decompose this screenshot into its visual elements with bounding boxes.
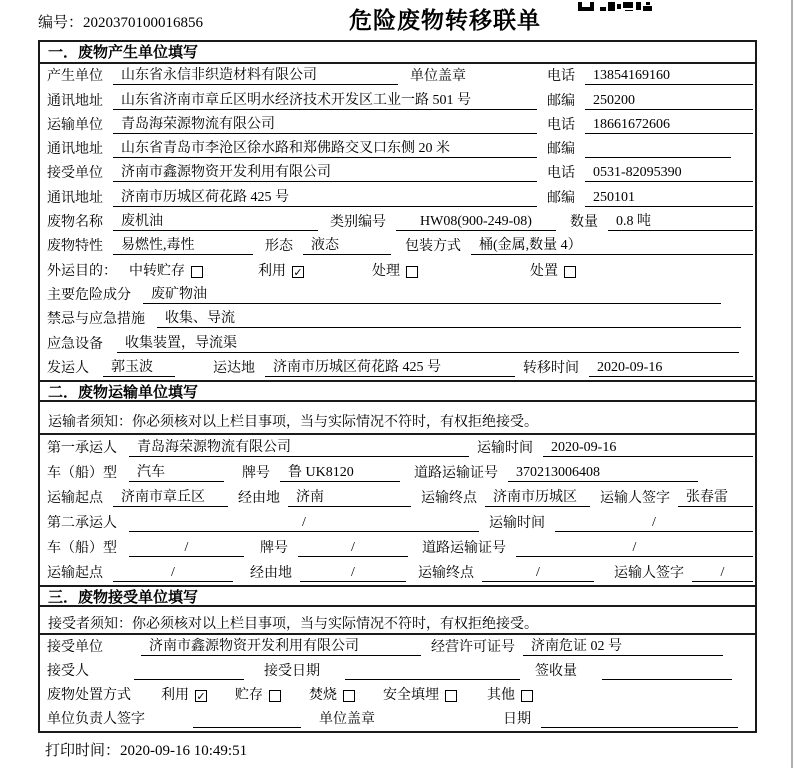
route2-via-label: 经由地 — [250, 565, 292, 581]
print-time-label: 打印时间： — [45, 742, 121, 759]
emergency-equipment-row — [40, 331, 755, 355]
producer-unit-label: 产生单位 — [47, 69, 103, 85]
doc-number-value: 2020370100016856 — [83, 15, 204, 31]
hazard-component-row — [40, 283, 755, 307]
disposal-option-incinerate — [309, 684, 355, 704]
disposal-option-other — [487, 684, 533, 704]
accept-unit-value: 济南市鑫源物资开发利用有限公司 — [141, 635, 421, 656]
packing-method-value: 桶(金属,数量 4） — [471, 234, 753, 255]
receiver-address-label: 通讯地址 — [47, 190, 103, 206]
disposal-other-label: 其他 — [487, 687, 515, 703]
disposal-storage-label: 贮存 — [235, 687, 263, 703]
route1-origin-label: 运输起点 — [47, 490, 103, 506]
producer-unit-row — [40, 64, 755, 88]
signed-quantity-value — [602, 679, 732, 680]
receiver-unit-value: 济南市鑫源物资开发利用有限公司 — [113, 161, 537, 182]
transporter-phone-value: 18661672606 — [585, 117, 753, 134]
waste-property-label: 废物特性 — [47, 239, 103, 255]
section2-heading: 二．废物运输单位填写 — [40, 380, 755, 402]
producer-unit-value: 山东省永信非织造材料有限公司 — [113, 64, 398, 85]
receiver-unit-row — [40, 161, 755, 185]
destination-label: 运达地 — [213, 360, 255, 376]
vehicle1-row — [40, 460, 755, 485]
road-permit2-label: 道路运输证号 — [422, 540, 506, 556]
accept-date-label: 接受日期 — [264, 663, 320, 679]
receiver-unit-label: 接受单位 — [47, 166, 103, 182]
sign-date-value — [541, 727, 738, 728]
receiver-notice: 接受者须知：你必须核对以上栏目事项，当与实际情况不符时，有权拒绝接受。 — [40, 607, 755, 635]
receiver-address-value: 济南市历城区荷花路 425 号 — [113, 186, 537, 207]
purpose-dispose-label: 处置 — [530, 263, 558, 279]
route1-via-label: 经由地 — [238, 490, 280, 506]
waste-category-label: 类别编号 — [330, 215, 386, 231]
waste-form-label: 形态 — [265, 239, 293, 255]
purpose-storage-label: 中转贮存 — [129, 263, 185, 279]
sign-date-label: 日期 — [503, 711, 531, 727]
responsible-signature-value — [193, 727, 301, 728]
vehicle-type1-label: 车（船）型 — [47, 465, 117, 481]
producer-address-value: 山东省济南市章丘区明水经济技术开发区工业一路 501 号 — [113, 89, 537, 110]
page-title: 危险废物转移联单 — [349, 7, 541, 33]
disposal-landfill-checkbox — [445, 690, 457, 702]
plate-number1-value: 鲁 UK8120 — [280, 461, 400, 482]
row-left-part — [47, 89, 547, 110]
second-carrier-value: / — [129, 515, 479, 532]
license-number-label: 经营许可证号 — [431, 639, 515, 655]
route2-row — [40, 560, 755, 585]
route2-end-value: / — [482, 565, 594, 582]
vehicle-type2-label: 车（船）型 — [47, 540, 117, 556]
road-permit1-label: 道路运输证号 — [414, 465, 498, 481]
transfer-purpose-label: 外运目的： — [47, 263, 117, 279]
plate-number2-label: 牌号 — [260, 540, 288, 556]
row-left-part — [47, 186, 547, 207]
hazard-component-label: 主要危险成分 — [47, 287, 131, 303]
route2-signature-value: / — [692, 565, 753, 582]
first-carrier-value: 青岛海荣源物流有限公司 — [129, 436, 469, 457]
receiver-phone-label: 电话 — [547, 166, 575, 182]
taboo-measures-row — [40, 307, 755, 331]
purpose-storage-checkbox — [191, 266, 203, 278]
waste-name-value: 废机油 — [113, 210, 318, 231]
disposal-incinerate-label: 焚烧 — [309, 687, 337, 703]
responsible-signature-label: 单位负责人签字 — [47, 711, 145, 727]
transporter-address-value: 山东省青岛市李沧区徐水路和郑佛路交叉口东侧 20 米 — [113, 137, 537, 158]
transfer-time-value: 2020-09-16 — [589, 360, 753, 377]
disposal-other-checkbox — [521, 690, 533, 702]
transporter-address-row — [40, 137, 755, 161]
transporter-address-label: 通讯地址 — [47, 142, 103, 158]
purpose-option-treat — [372, 260, 418, 280]
producer-address-row — [40, 88, 755, 112]
accept-unit-label: 接受单位 — [47, 639, 103, 655]
qr-code-fragment — [578, 0, 652, 11]
route2-origin-value: / — [113, 565, 233, 582]
second-carrier-label: 第二承运人 — [47, 515, 117, 531]
manifest-form — [38, 40, 757, 733]
receiver-zip-value: 250101 — [585, 190, 753, 207]
license-number-value: 济南危证 02 号 — [523, 635, 723, 656]
disposal-utilize-checkbox: ✓ — [196, 689, 206, 703]
responsible-signature-row — [40, 707, 755, 731]
unit-stamp2-label: 单位盖章 — [319, 711, 375, 727]
transfer-time-label: 转移时间 — [523, 360, 579, 376]
unit-stamp-label: 单位盖章 — [410, 69, 466, 85]
producer-zip-label: 邮编 — [547, 93, 575, 109]
section3-heading: 三．废物接受单位填写 — [40, 585, 755, 607]
page-header — [0, 0, 796, 40]
doc-number-label: 编号： — [38, 15, 84, 31]
waste-quantity-label: 数量 — [570, 215, 598, 231]
second-carrier-row — [40, 510, 755, 535]
plate-number2-value: / — [298, 540, 408, 557]
page-right-edge — [791, 0, 793, 768]
disposal-method-label: 废物处置方式 — [47, 687, 131, 703]
road-permit1-value: 370213006408 — [508, 465, 698, 482]
print-time — [45, 739, 796, 760]
purpose-option-storage — [129, 260, 203, 280]
disposal-incinerate-checkbox — [343, 690, 355, 702]
accept-person-value — [134, 679, 244, 680]
road-permit2-value: / — [516, 540, 753, 557]
purpose-dispose-checkbox — [564, 266, 576, 278]
receiver-zip-label: 邮编 — [547, 190, 575, 206]
plate-number1-label: 牌号 — [242, 465, 270, 481]
route2-end-label: 运输终点 — [418, 565, 474, 581]
transport-time1-label: 运输时间 — [477, 440, 533, 456]
receiver-address-row — [40, 185, 755, 209]
producer-address-label: 通讯地址 — [47, 93, 103, 109]
dispatcher-value: 郭玉波 — [103, 356, 175, 377]
route2-signature-label: 运输人签字 — [614, 565, 684, 581]
transporter-unit-row — [40, 113, 755, 137]
producer-zip-value: 250200 — [585, 93, 753, 110]
disposal-storage-checkbox — [269, 690, 281, 702]
vehicle2-row — [40, 535, 755, 560]
dispatcher-row — [40, 356, 755, 380]
purpose-utilize-label: 利用 — [258, 263, 286, 279]
route2-via-value: / — [300, 565, 406, 582]
accept-person-row — [40, 659, 755, 683]
disposal-option-storage — [235, 684, 281, 704]
purpose-option-dispose — [530, 260, 576, 280]
waste-property-row — [40, 234, 755, 258]
transport-time1-value: 2020-09-16 — [543, 440, 753, 457]
waste-name-label: 废物名称 — [47, 215, 103, 231]
transfer-purpose-row — [40, 258, 755, 282]
accept-unit-row — [40, 635, 755, 659]
producer-phone-label: 电话 — [547, 69, 575, 85]
transport-time2-value: / — [555, 515, 753, 532]
disposal-option-utilize — [161, 684, 207, 704]
accept-date-value — [345, 679, 520, 680]
route1-via-value: 济南 — [288, 486, 411, 507]
taboo-measures-label: 禁忌与应急措施 — [47, 312, 145, 328]
route1-origin-value: 济南市章丘区 — [113, 486, 228, 507]
dispatcher-label: 发运人 — [47, 360, 89, 376]
route1-end-label: 运输终点 — [421, 490, 477, 506]
row-left-part — [47, 113, 547, 134]
purpose-utilize-checkbox: ✓ — [293, 265, 303, 279]
signed-quantity-label: 签收量 — [535, 663, 577, 679]
accept-person-label: 接受人 — [47, 663, 89, 679]
section1-heading: 一．废物产生单位填写 — [40, 42, 755, 64]
taboo-measures-value: 收集、导流 — [157, 307, 741, 328]
transporter-notice: 运输者须知：你必须核对以上栏目事项，当与实际情况不符时，有权拒绝接受。 — [40, 402, 755, 435]
row-left-part — [47, 137, 547, 158]
receiver-phone-value: 0531-82095390 — [585, 165, 753, 182]
row-left-part — [47, 64, 547, 85]
producer-phone-value: 13854169160 — [585, 68, 753, 85]
purpose-treat-checkbox — [406, 266, 418, 278]
route1-end-value: 济南市历城区 — [485, 486, 590, 507]
transport-time2-label: 运输时间 — [489, 515, 545, 531]
purpose-treat-label: 处理 — [372, 263, 400, 279]
transporter-zip-label: 邮编 — [547, 142, 575, 158]
route1-signature-label: 运输人签字 — [600, 490, 670, 506]
transporter-unit-value: 青岛海荣源物流有限公司 — [113, 113, 537, 134]
destination-value: 济南市历城区荷花路 425 号 — [265, 356, 515, 377]
print-time-value: 2020-09-16 10:49:51 — [120, 742, 248, 759]
transporter-zip-value — [585, 157, 731, 158]
first-carrier-label: 第一承运人 — [47, 440, 117, 456]
disposal-landfill-label: 安全填埋 — [383, 687, 439, 703]
packing-method-label: 包装方式 — [405, 239, 461, 255]
row-left-part — [47, 161, 547, 182]
disposal-option-landfill — [383, 684, 457, 704]
hazard-component-value: 废矿物油 — [143, 283, 721, 304]
transporter-unit-label: 运输单位 — [47, 117, 103, 133]
waste-name-row — [40, 210, 755, 234]
waste-form-value: 液态 — [303, 234, 391, 255]
route1-row — [40, 485, 755, 510]
emergency-equipment-value: 收集装置，导流渠 — [117, 332, 739, 353]
vehicle-type2-value: / — [129, 540, 244, 557]
transporter-phone-label: 电话 — [547, 117, 575, 133]
route2-origin-label: 运输起点 — [47, 565, 103, 581]
purpose-option-utilize — [258, 260, 304, 280]
emergency-equipment-label: 应急设备 — [47, 336, 103, 352]
disposal-method-row — [40, 683, 755, 707]
disposal-utilize-label: 利用 — [161, 687, 189, 703]
route1-signature-value: 张春雷 — [678, 486, 753, 507]
first-carrier-row — [40, 435, 755, 460]
waste-quantity-value: 0.8 吨 — [608, 210, 753, 231]
vehicle-type1-value: 汽车 — [129, 461, 224, 482]
waste-category-value: HW08(900-249-08) — [396, 214, 556, 231]
waste-property-value: 易燃性,毒性 — [113, 234, 253, 255]
